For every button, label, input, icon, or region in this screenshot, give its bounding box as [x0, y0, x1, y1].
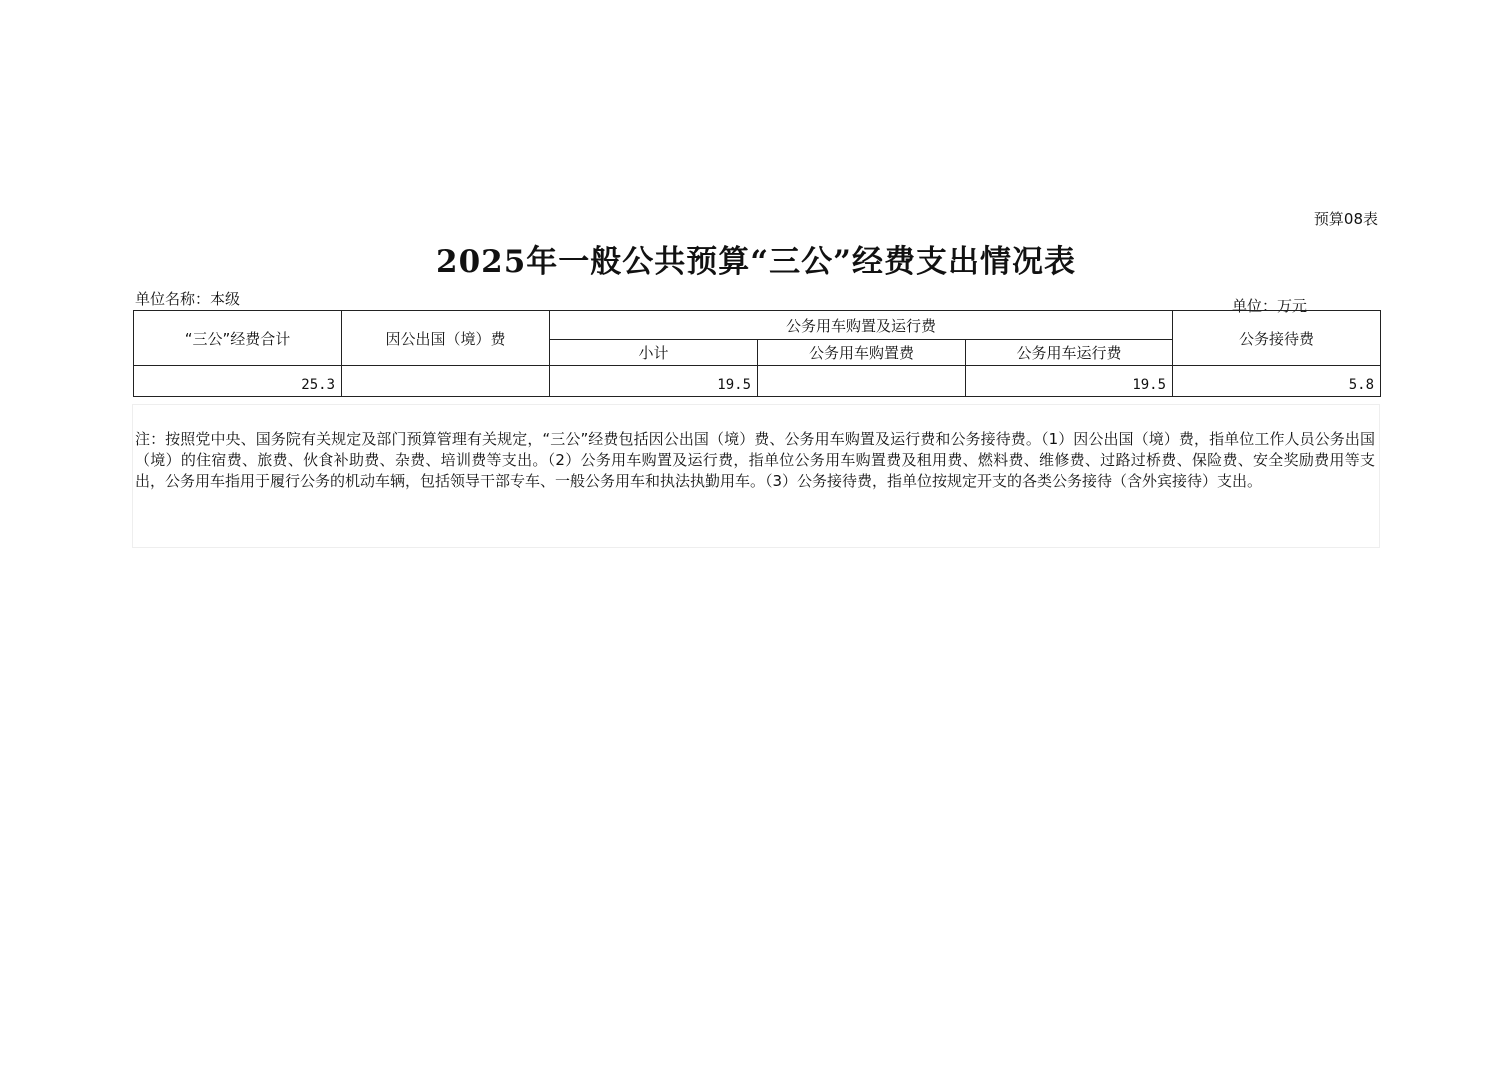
header-vehicle-purchase: 公务用车购置费 [758, 340, 966, 366]
page-title: 2025年一般公共预算“三公”经费支出情况表 [436, 244, 1076, 280]
table-row [134, 366, 1381, 397]
budget-table [133, 310, 1381, 397]
header-total: “三公”经费合计 [134, 311, 342, 366]
cell-reception: 5.8 [1173, 366, 1381, 397]
header-overseas: 因公出国（境）费 [342, 311, 550, 366]
header-reception: 公务接待费 [1173, 311, 1381, 366]
cell-vehicle-purchase [758, 366, 966, 397]
header-vehicle-group: 公务用车购置及运行费 [550, 311, 1173, 340]
form-code: 预算08表 [1313, 210, 1378, 228]
unit-measure: 单位：万元 [1232, 297, 1308, 315]
header-vehicle-subtotal: 小计 [550, 340, 758, 366]
cell-vehicle-subtotal: 19.5 [550, 366, 758, 397]
footnote: 注：按照党中央、国务院有关规定及部门预算管理有关规定，“三公”经费包括因公出国（境）费、公务用车购置及运行费和公务接待费。（1）因公出国（境）费，指单位工作人员公务出国（境）的住宿费、旅费、伙食补助费、杂费、培训费等支出。（2）公务用车购置及运行费，指单位公务用车购置费及租用费、燃料费、维修费、过路过桥费、保险费、安全奖励费用等支出，公务用车指用于履行公务的机动车辆，包括领导干部专车、一般公务用车和执法执勤用车。（3）公务接待费，指单位按规定开支的各类公务接待（含外宾接待）支出。 [135, 430, 1375, 490]
cell-vehicle-operation: 19.5 [966, 366, 1173, 397]
cell-overseas [342, 366, 550, 397]
unit-name: 单位名称：本级 [135, 290, 241, 308]
cell-total: 25.3 [134, 366, 342, 397]
header-vehicle-operation: 公务用车运行费 [966, 340, 1173, 366]
table-header-row [134, 311, 1381, 340]
